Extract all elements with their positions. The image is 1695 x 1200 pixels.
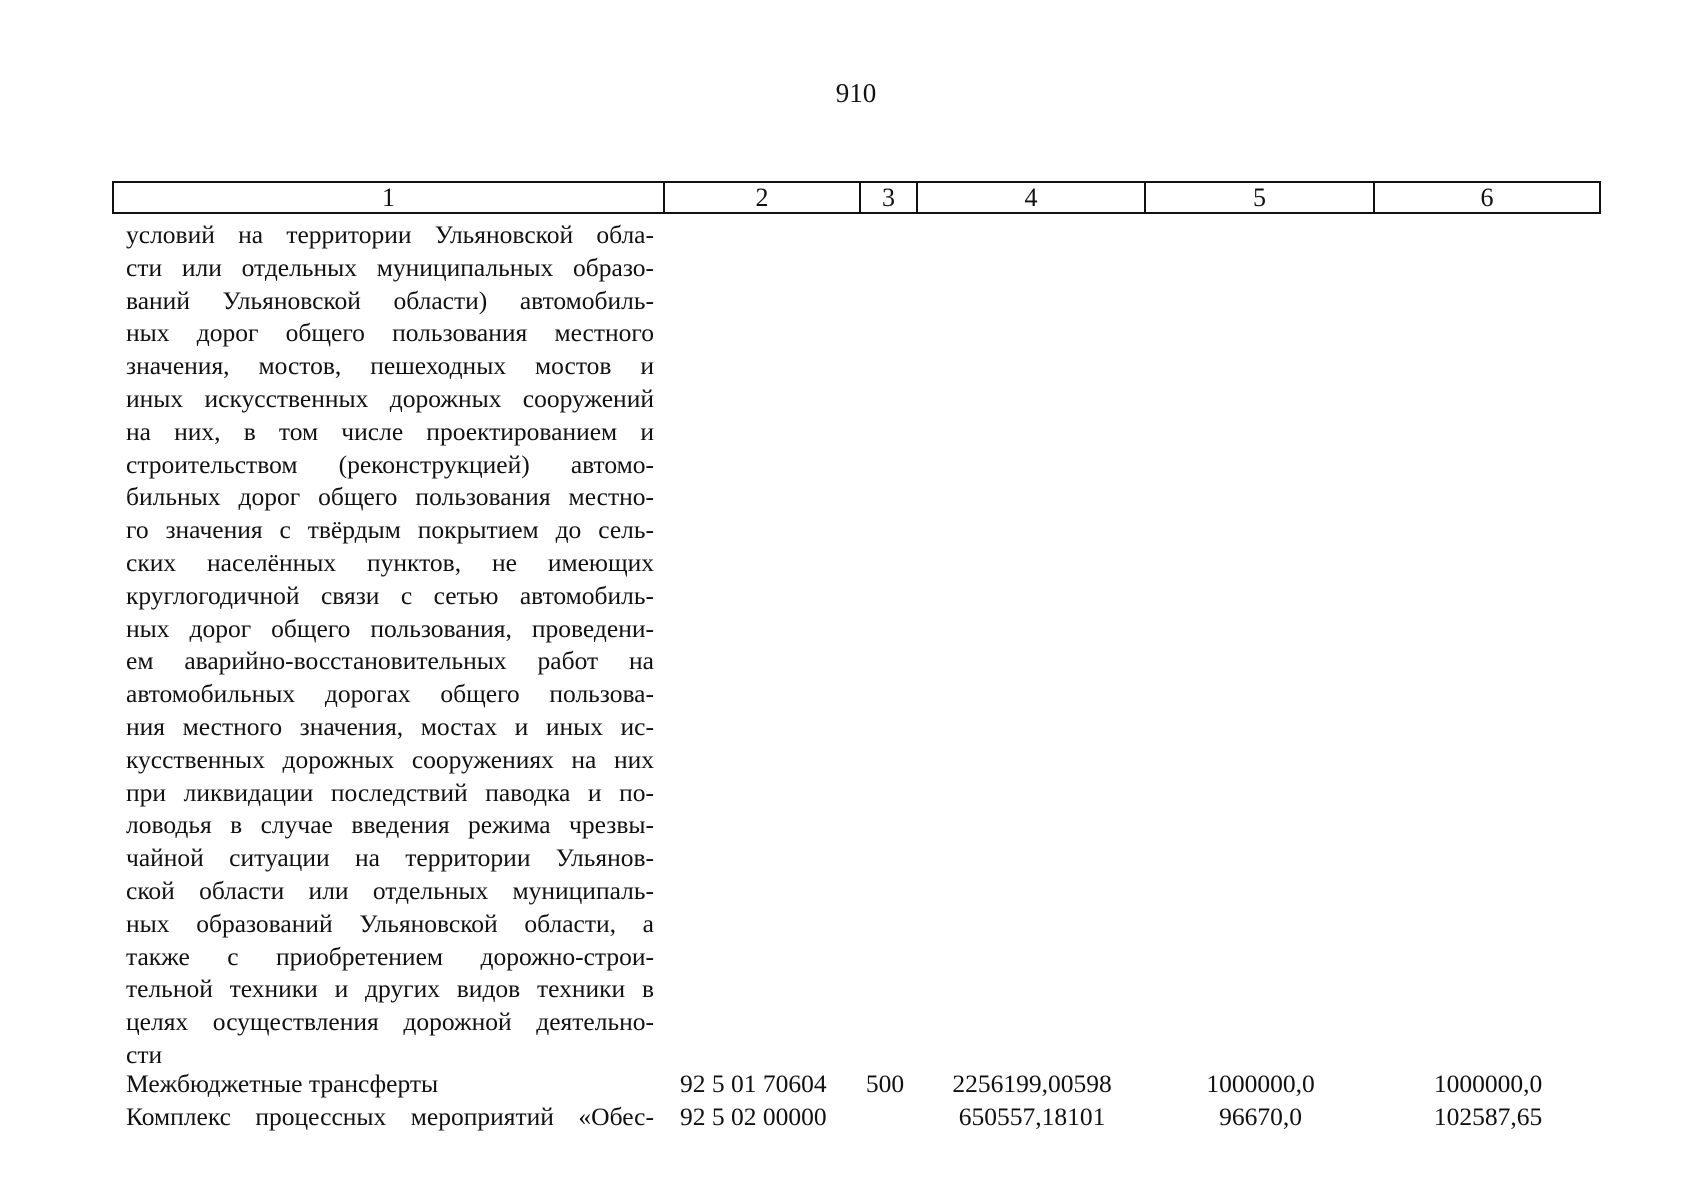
description-line: ных дорог общего пользования, проведени-	[126, 613, 654, 643]
description-line: тельной техники и других видов техники в	[126, 974, 654, 1004]
description-line: ных дорог общего пользования местного	[126, 318, 654, 348]
row-value-col4: 650557,18101	[958, 1102, 1106, 1131]
description-line: го значения с твёрдым покрытием до сель-	[126, 515, 654, 545]
row-name: Комплекс процессных мероприятий «Обес-	[126, 1102, 654, 1131]
description-line: условий на территории Ульяновской обла-	[126, 220, 654, 249]
continued-description	[126, 219, 654, 1072]
description-line: кусственных дорожных сооружениях на них	[126, 744, 654, 774]
description-line: ных образований Ульяновской области, а	[126, 908, 654, 938]
description-line: на них, в том числе проектированием и	[126, 416, 654, 446]
description-line: сти	[126, 1039, 163, 1069]
header-cell-4: 4	[918, 183, 1146, 212]
description-line: ловодья в случае введения режима чрезвы-	[126, 810, 654, 840]
row-value-col6: 1000000,0	[1433, 1069, 1543, 1098]
page-number: 910	[835, 78, 877, 108]
description-line: ваний Ульяновской области) автомобиль-	[126, 285, 654, 315]
description-line: значения, мостов, пешеходных мостов и	[126, 351, 654, 381]
description-line: ских населённых пунктов, не имеющих	[126, 547, 654, 577]
description-line: круглогодичной связи с сетью автомобиль-	[126, 580, 654, 610]
row-value-col6: 102587,65	[1433, 1102, 1543, 1131]
description-line: при ликвидации последствий паводка и по-	[126, 777, 654, 807]
row-value-col4: 2256199,00598	[952, 1069, 1112, 1098]
description-line: чайной ситуации на территории Ульянов-	[126, 843, 654, 873]
table-header-row	[112, 181, 1601, 214]
header-cell-3: 3	[861, 183, 918, 212]
description-line: ния местного значения, мостах и иных ис-	[126, 711, 654, 741]
description-line: также с приобретением дорожно-строи-	[126, 941, 654, 971]
row-type: 500	[865, 1069, 905, 1098]
description-line: ем аварийно-восстановительных работ на	[126, 646, 654, 676]
description-line: автомобильных дорогах общего пользова-	[126, 679, 654, 709]
row-code: 92 5 02 00000	[680, 1102, 827, 1131]
description-line: строительством (реконструкцией) автомо-	[126, 449, 654, 479]
header-cell-2: 2	[665, 183, 861, 212]
row-name: Межбюджетные трансферты	[126, 1069, 439, 1098]
description-line: иных искусственных дорожных сооружений	[126, 383, 654, 413]
table-row	[0, 1067, 1695, 1100]
header-cell-6: 6	[1480, 183, 1494, 212]
description-line: ской области или отдельных муниципаль-	[126, 875, 654, 905]
description-line: целях осуществления дорожной деятельно-	[126, 1007, 654, 1037]
description-line: сти или отдельных муниципальных образо-	[126, 252, 654, 282]
table-row	[0, 1100, 1695, 1133]
header-cell-1: 1	[114, 183, 665, 212]
row-code: 92 5 01 70604	[680, 1069, 827, 1098]
description-line: бильных дорог общего пользования местно-	[126, 482, 654, 512]
row-value-col5: 96670,0	[1219, 1102, 1302, 1131]
header-cell-5: 5	[1146, 183, 1375, 212]
row-value-col5: 1000000,0	[1206, 1069, 1315, 1098]
